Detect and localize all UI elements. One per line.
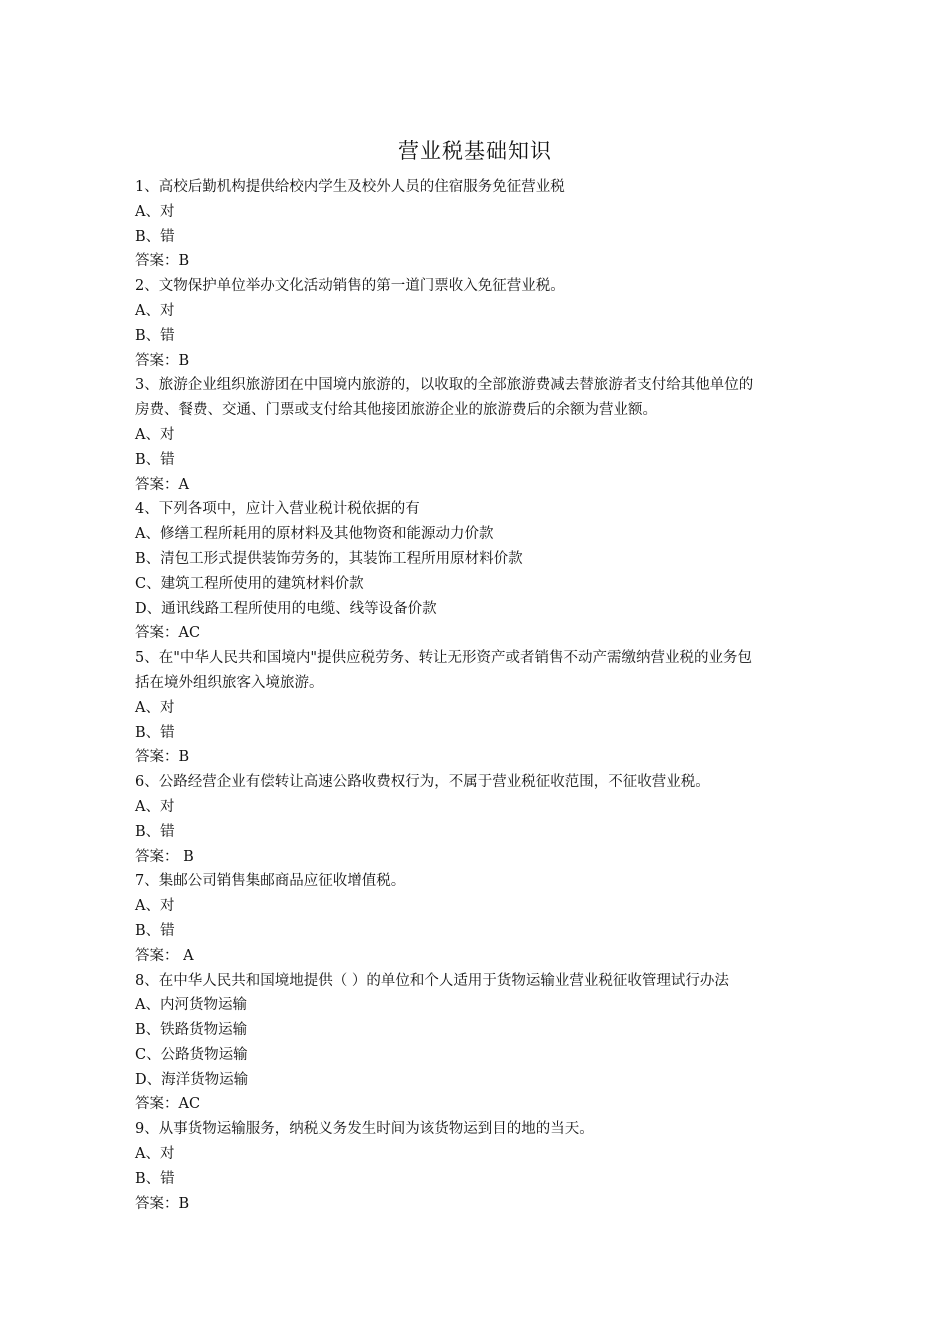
text-line: B、错 xyxy=(135,922,175,939)
text-line: 答案： B xyxy=(135,848,194,865)
text-line: D、海洋货物运输 xyxy=(135,1071,249,1088)
text-line: C、建筑工程所使用的建筑材料价款 xyxy=(135,575,364,592)
text-line: 8、在中华人民共和国境地提供（ ）的单位和个人适用于货物运输业营业税征收管理试行办法 xyxy=(135,972,729,989)
text-line: B、错 xyxy=(135,451,175,468)
text-line: D、通讯线路工程所使用的电缆、线等设备价款 xyxy=(135,600,437,617)
text-line: A、对 xyxy=(135,302,175,319)
text-line: A、对 xyxy=(135,203,175,220)
text-line: 答案：A xyxy=(135,476,189,493)
text-line: B、错 xyxy=(135,724,175,741)
text-line: A、对 xyxy=(135,426,175,443)
text-line: 3、旅游企业组织旅游团在中国境内旅游的，以收取的全部旅游费减去替旅游者支付给其他单位的 xyxy=(135,377,754,394)
text-line: B、错 xyxy=(135,228,175,245)
text-line: 房费、餐费、交通、门票或支付给其他接团旅游企业的旅游费后的余额为营业额。 xyxy=(135,402,657,419)
text-line: A、修缮工程所耗用的原材料及其他物资和能源动力价款 xyxy=(135,526,494,543)
text-line: B、铁路货物运输 xyxy=(135,1022,248,1039)
text-line: B、清包工形式提供装饰劳务的，其装饰工程所用原材料价款 xyxy=(135,550,523,567)
text-line: 5、在"中华人民共和国境内"提供应税劳务、转让无形资产或者销售不动产需缴纳营业税的业务包 xyxy=(135,650,753,667)
text-line: A、对 xyxy=(135,699,175,716)
text-line: 7、集邮公司销售集邮商品应征收增值税。 xyxy=(135,873,406,890)
text-line: 6、公路经营企业有偿转让高速公路收费权行为，不属于营业税征收范围，不征收营业税。 xyxy=(135,774,710,791)
text-line: 答案：B xyxy=(135,253,190,270)
text-line: B、错 xyxy=(135,1170,175,1187)
text-line: 括在境外组织旅客入境旅游。 xyxy=(135,674,324,691)
text-line: C、公路货物运输 xyxy=(135,1046,248,1063)
text-line: A、对 xyxy=(135,1146,175,1163)
text-line: 2、文物保护单位举办文化活动销售的第一道门票收入免征营业税。 xyxy=(135,278,565,295)
document-title: 营业税基础知识 xyxy=(398,139,552,163)
text-line: 答案：B xyxy=(135,352,190,369)
text-line: 答案：B xyxy=(135,1195,190,1212)
text-line: 4、下列各项中，应计入营业税计税依据的有 xyxy=(135,501,420,518)
document-body xyxy=(135,175,825,1216)
text-line: B、错 xyxy=(135,823,175,840)
text-line: 9、从事货物运输服务，纳税义务发生时间为该货物运到目的地的当天。 xyxy=(135,1121,594,1138)
text-line: 1、高校后勤机构提供给校内学生及校外人员的住宿服务免征营业税 xyxy=(135,179,565,195)
text-line: A、对 xyxy=(135,798,175,815)
text-line: A、对 xyxy=(135,898,175,915)
text-line: B、错 xyxy=(135,327,175,344)
text-line: 答案：AC xyxy=(135,625,201,642)
text-line: 答案： A xyxy=(135,947,194,964)
text-line: A、内河货物运输 xyxy=(135,997,247,1014)
text-line: 答案：B xyxy=(135,749,190,766)
text-line: 答案：AC xyxy=(135,1096,201,1113)
